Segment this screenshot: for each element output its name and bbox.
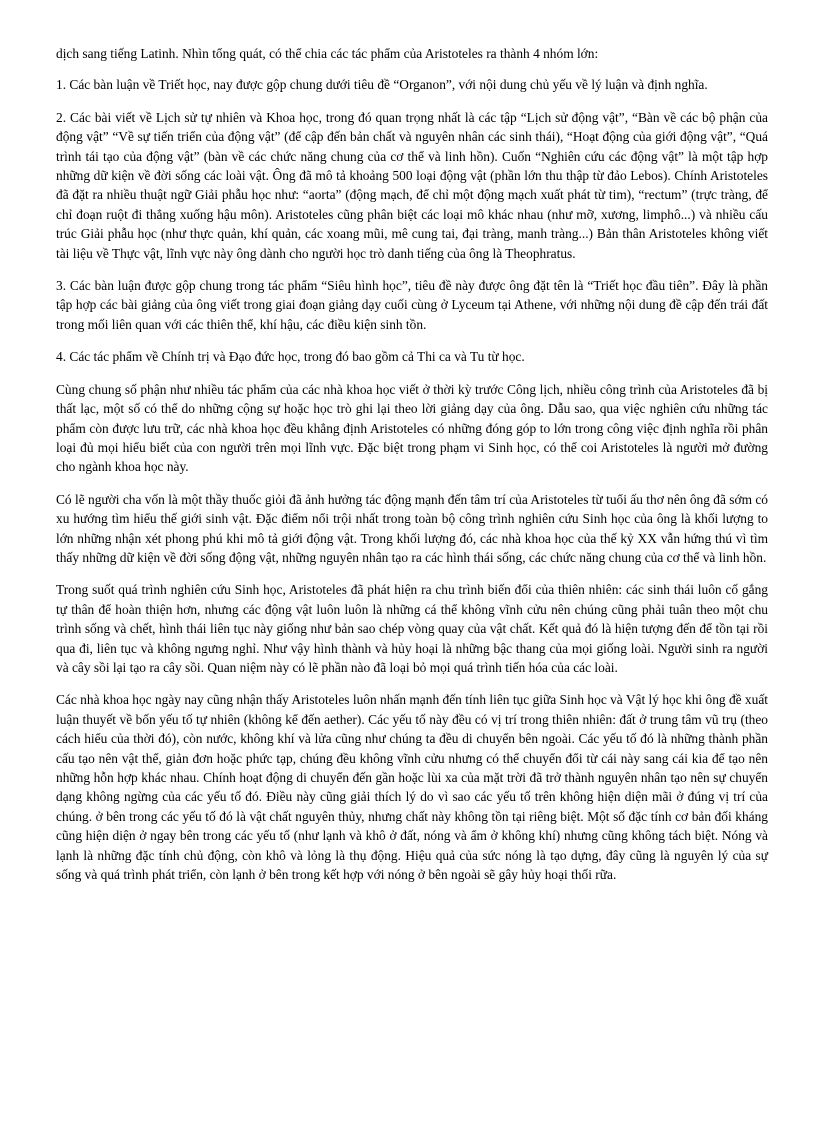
paragraph-group-4: 4. Các tác phẩm về Chính trị và Đạo đức học, trong đó bao gồm cả Thi ca và Tu từ học. — [56, 349, 525, 365]
paragraph-group-3: 3. Các bàn luận được gộp chung trong tác phẩm “Siêu hình học”, tiêu đề này được ông đặt tên là “Triết học đầu tiên”. Đây là phần tập hợp các bài giảng của ông viết trong giai đoạn giảng dạy cuối cùng ở Lyceum tại Athene, với những nội dung đề cập đến trái đất trong mối liên quan với các thiên thể, khí hậu, các điều kiện sinh tồn. — [56, 278, 768, 332]
paragraph-lost-works: Cùng chung số phận như nhiều tác phẩm của các nhà khoa học viết ở thời kỳ trước Công lịch, nhiều công trình của Aristoteles đã bị thất lạc, một số có thể do những cộng sự hoặc học trò ghi lại theo lời giảng dạy của ông. Dẫu sao, qua việc nghiên cứu những tác phẩm còn được lưu trữ, các nhà khoa học đều khẳng định Aristoteles có những đóng góp to lớn trong công việc định nghĩa rồi phân loại đủ mọi hiểu biết của con người trên mọi lĩnh vực. Đặc biệt trong phạm vi Sinh học, có thể coi Aristoteles là người mở đường cho ngành khoa học này. — [56, 381, 768, 475]
paragraph-four-elements: Các nhà khoa học ngày nay cũng nhận thấy Aristoteles luôn nhấn mạnh đến tính liên tục giữa Sinh học và Vật lý học khi ông đề xuất luận thuyết về bốn yếu tố tự nhiên (không kể đến aether). Các yếu tố này đều có vị trí trong thiên nhiên: đất ở trung tâm vũ trụ (theo cách hiểu của thời đó), còn nước, không khí và lửa cũng như chúng ta đều di chuyển bên ngoài. Các yếu tố đó là những thành phần cấu tạo nên vật thể, giản đơn hoặc phức tạp, chúng đều không vĩnh cửu nhưng có thể chuyển đổi từ cái này sang cái kia để tạo nên những hỗn hợp khác nhau. Chính hoạt động di chuyển đến gần hoặc lùi xa của mặt trời đã trở thành nguyên nhân tạo nên sự chuyển dạng không ngừng của các yếu tố đó. Điều này cũng giải thích lý do vì sao các yếu tố trên không hiện diện mãi ở đúng vị trí của chúng. ở bên trong các yếu tố đó là vật chất nguyên thủy, nhưng chất này không tồn tại riêng biệt. Một số đặc tính cơ bản đối kháng cũng hiện diện ở ngay bên trong các yếu tố (như lạnh và khô ở đất, nóng và ẩm ở không khí) nhưng cũng không tách biệt. Nóng và lạnh là những đặc tính chủ động, còn khô và lỏng là thụ động. Hiệu quả của sức nóng là tạo dựng, đây cũng là nguyên lý của sự sống và quá trình phát triển, còn lạnh ở bên trong kết hợp với nóng ở bên ngoài sẽ gây hủy hoại thối rữa. — [56, 692, 768, 883]
paragraph-nature-cycle: Trong suốt quá trình nghiên cứu Sinh học, Aristoteles đã phát hiện ra chu trình biến đổi của thiên nhiên: các sinh thái luôn cố gắng tự thân để hoàn thiện hơn, nhưng các động vật luôn luôn là những cá thể không vĩnh cửu nên chúng cũng phải tuân theo một chu trình sống và chết, hình thái liên tục này giống như bản sao chép vòng quay của vật chất. Kết quả đó là hiện tượng đến để tồn tại rồi qua đi, liên tục và không ngưng nghỉ. Như vậy hình thành và hủy hoại là những bậc thang của mọi giống loài. Người sinh ra người và cây sồi lại tạo ra cây sồi. Quan niệm này có lẽ phần nào đã loại bỏ mọi quá trình tiến hóa của các loài. — [56, 582, 768, 675]
paragraph-group-1: 1. Các bàn luận về Triết học, nay được gộp chung dưới tiêu đề “Organon”, với nội dung chủ yếu về lý luận và định nghĩa. — [56, 77, 708, 93]
document-page — [56, 44, 768, 897]
paragraph-intro: dịch sang tiếng Latinh. Nhìn tổng quát, có thể chia các tác phẩm của Aristoteles ra thành 4 nhóm lớn: — [56, 46, 599, 61]
paragraph-group-2: 2. Các bài viết về Lịch sử tự nhiên và Khoa học, trong đó quan trọng nhất là các tập “Lịch sử động vật”, “Bàn về các bộ phận của động vật” “Về sự tiến triển của động vật” (để cập đến bản chất và nguyên nhân các sinh thái), “Hoạt động của giới động vật”, “Quá trình tái tạo của động vật” (bàn về các chức năng chung của cơ thể và linh hồn). Cuốn “Nghiên cứu các động vật” là một tập hợp những dữ kiện về đời sống các loài vật. Ông đã mô tả khoảng 500 loại động vật (phần lớn thu thập từ đảo Lebos). Chính Aristoteles đã đặt ra nhiều thuật ngữ Giải phẫu học như: “aorta” (động mạch, để chỉ một động mạch xuất phát từ tim), “rectum” (trực tràng, để chỉ đoạn ruột đi thẳng xuống hậu môn). Aristoteles cũng phân biệt các loại mô khác nhau (như mỡ, xương, limphô...) và nhiều cấu trúc Giải phẫu học (như thực quản, khí quản, các xoang mũi, mê cung tai, đại tràng, manh tràng...) Bản thân Aristoteles không viết tài liệu về Thực vật, lĩnh vực này ông dành cho người học trò danh tiếng của ông là Theophratus. — [56, 109, 768, 261]
paragraph-father-influence: Có lẽ người cha vốn là một thầy thuốc giỏi đã ảnh hưởng tác động mạnh đến tâm trí của Aristoteles từ tuổi ấu thơ nên ông đã sớm có xu hướng tìm hiểu thế giới sinh vật. Đặc điểm nổi trội nhất trong toàn bộ công trình nghiên cứu Sinh học của ông là khối lượng to lớn những nhận xét phong phú khi mô tả giới động vật. Trong khối lượng đó, các nhà khoa học của thế kỷ XX vẫn hứng thú vì tìm thấy những dữ kiện về đời sống động vật, những nguyên nhân tạo ra các hình thái sống, các chức năng chung của cơ thể và linh hồn. — [56, 491, 768, 565]
